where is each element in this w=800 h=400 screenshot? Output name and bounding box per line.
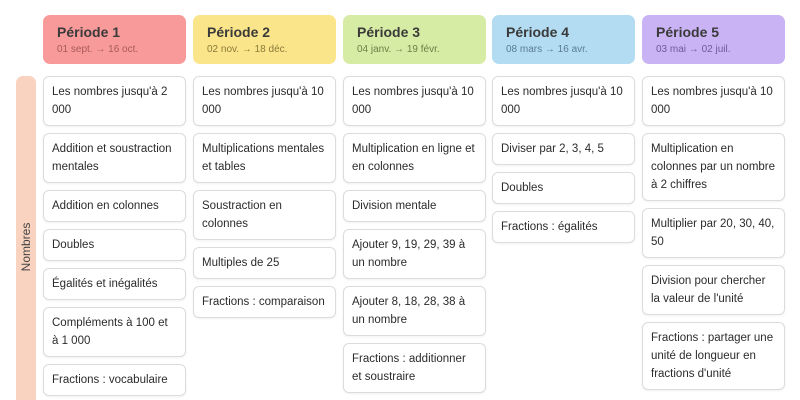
period-header-4 [492, 15, 635, 64]
topic-card[interactable]: Multiplication en colonnes par un nombre à 2 chiffres [642, 133, 785, 201]
topic-card[interactable]: Soustraction en colonnes [193, 190, 336, 240]
topic-card[interactable]: Fractions : comparaison [193, 286, 336, 318]
period-column-5 [642, 76, 785, 397]
topic-card[interactable]: Ajouter 9, 19, 29, 39 à un nombre [343, 229, 486, 279]
period-dates: 03 mai → 02 juil. [656, 44, 731, 55]
topic-card[interactable]: Les nombres jusqu'à 2 000 [43, 76, 186, 126]
topic-card[interactable]: Fractions : vocabulaire [43, 364, 186, 396]
period-column-1 [43, 76, 186, 400]
period-dates: 08 mars → 16 avr. [506, 44, 588, 55]
topic-card[interactable]: Division mentale [343, 190, 486, 222]
topic-card[interactable]: Addition en colonnes [43, 190, 186, 222]
topic-card[interactable]: Multiplications mentales et tables [193, 133, 336, 183]
topic-card[interactable]: Division pour chercher la valeur de l'unité [642, 265, 785, 315]
period-header-5 [642, 15, 785, 64]
period-title: Période 2 [207, 24, 271, 40]
topic-card[interactable]: Les nombres jusqu'à 10 000 [642, 76, 785, 126]
topic-card[interactable]: Les nombres jusqu'à 10 000 [343, 76, 486, 126]
period-dates: 01 sept. → 16 oct. [57, 44, 139, 55]
topic-card[interactable]: Doubles [492, 172, 635, 204]
period-header-3 [343, 15, 486, 64]
period-title: Période 1 [57, 24, 121, 40]
period-column-2 [193, 76, 336, 325]
topic-card[interactable]: Addition et soustraction mentales [43, 133, 186, 183]
topic-card[interactable]: Fractions : additionner et soustraire [343, 343, 486, 393]
period-title: Période 3 [357, 24, 421, 40]
topic-card[interactable]: Les nombres jusqu'à 10 000 [492, 76, 635, 126]
topic-card[interactable]: Multiplier par 20, 30, 40, 50 [642, 208, 785, 258]
topic-card[interactable]: Compléments à 100 et à 1 000 [43, 307, 186, 357]
period-title: Période 5 [656, 24, 720, 40]
period-column-4 [492, 76, 635, 250]
period-title: Période 4 [506, 24, 570, 40]
topic-card[interactable]: Ajouter 8, 18, 28, 38 à un nombre [343, 286, 486, 336]
topic-card[interactable]: Fractions : égalités [492, 211, 635, 243]
period-dates: 02 nov. → 18 déc. [207, 44, 288, 55]
topic-card[interactable]: Fractions : partager une unité de longueur en fractions d'unité [642, 322, 785, 390]
topic-card[interactable]: Égalités et inégalités [43, 268, 186, 300]
topic-card[interactable]: Multiples de 25 [193, 247, 336, 279]
period-dates: 04 janv. → 19 févr. [357, 44, 440, 55]
topic-card[interactable]: Doubles [43, 229, 186, 261]
topic-card[interactable]: Diviser par 2, 3, 4, 5 [492, 133, 635, 165]
period-header-1 [43, 15, 186, 64]
topic-card[interactable]: Les nombres jusqu'à 10 000 [193, 76, 336, 126]
topic-card[interactable]: Multiplication en ligne et en colonnes [343, 133, 486, 183]
domain-label: Nombres [19, 222, 33, 272]
period-header-2 [193, 15, 336, 64]
period-column-3 [343, 76, 486, 400]
